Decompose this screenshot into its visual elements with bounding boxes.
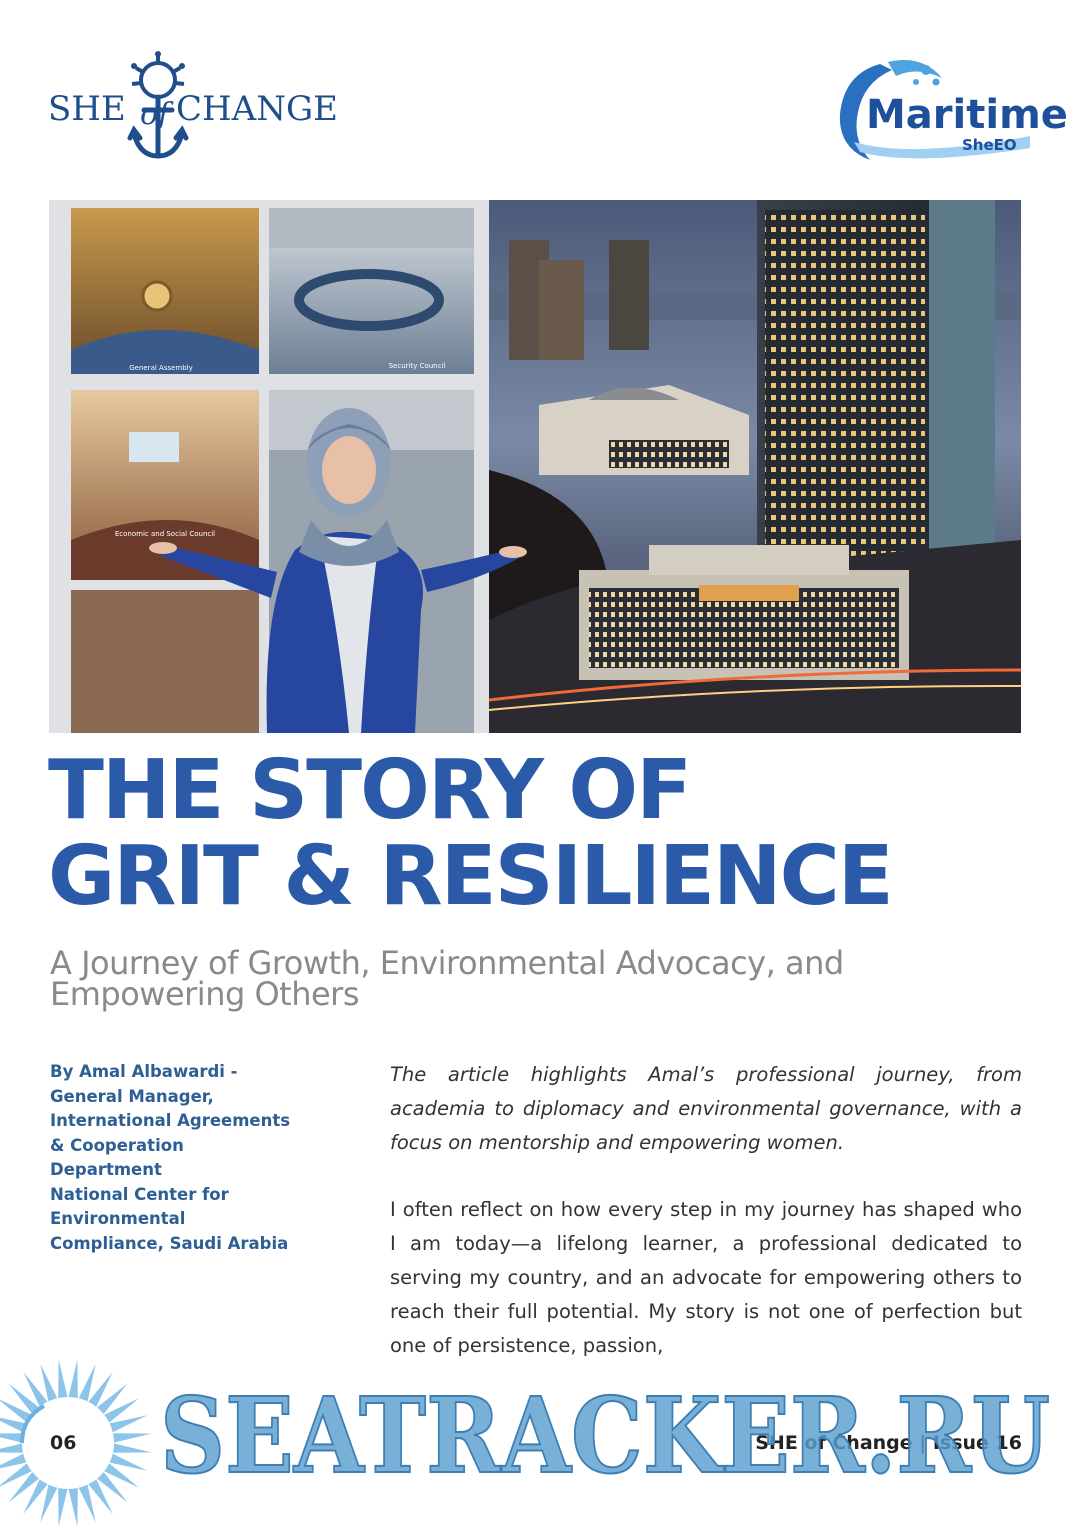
sunburst-icon [0, 1358, 163, 1528]
byline-line: National Center for [50, 1184, 229, 1204]
byline-line: Department [50, 1160, 162, 1179]
svg-text:SheEO: SheEO [962, 136, 1017, 154]
logo-text-change: CHANGE [176, 89, 338, 129]
svg-text:Economic and Social Council: Economic and Social Council [114, 530, 216, 538]
article-subtitle: A Journey of Growth, Environmental Advocacy, and Empowering Others [50, 944, 844, 1013]
svg-text:Maritime: Maritime [866, 92, 1068, 138]
byline-line: International Agreements [50, 1111, 291, 1130]
article-body: I often reflect on how every step in my journey has shaped who I am today—a lifelong learner, a professional dedicated to serving my country, and an advocate for empowering others to reach their full potential. My story is not one of perfection but one of persistence, passion, [390, 1198, 1022, 1357]
logo-text-she: SHE [48, 89, 126, 129]
byline-line: Environmental [50, 1209, 186, 1228]
title-line-1: THE STORY OF [48, 743, 691, 838]
title-line-2: GRIT & RESILIENCE [48, 829, 892, 924]
issue-label: SHE of Change | Issue 16 [755, 1432, 1022, 1454]
she-of-change-logo [48, 50, 348, 165]
article-title [48, 743, 1038, 924]
byline-line: Compliance, Saudi Arabia [50, 1233, 289, 1253]
byline-line: General Manager, [50, 1086, 214, 1106]
byline-line: By Amal Albawardi - [50, 1062, 238, 1081]
svg-text:Security Council: Security Council [388, 362, 446, 370]
page-number: 06 [50, 1432, 77, 1454]
logo-text-of: of [140, 97, 170, 132]
maritime-sheeo-logo [830, 56, 1068, 166]
hero-photo [49, 200, 1021, 733]
svg-text:General Assembly: General Assembly [129, 364, 193, 372]
byline-line: & Cooperation [50, 1135, 184, 1155]
watermark [160, 1374, 1070, 1497]
article-intro: The article highlights Amal’s professional journey, from academia to diplomacy and environmental governance, with a focus on mentorship and empowering women. [390, 1063, 1022, 1154]
svg-text:SEATRACKER.RU: SEATRACKER.RU [160, 1374, 1050, 1497]
author-byline [50, 1060, 340, 1256]
